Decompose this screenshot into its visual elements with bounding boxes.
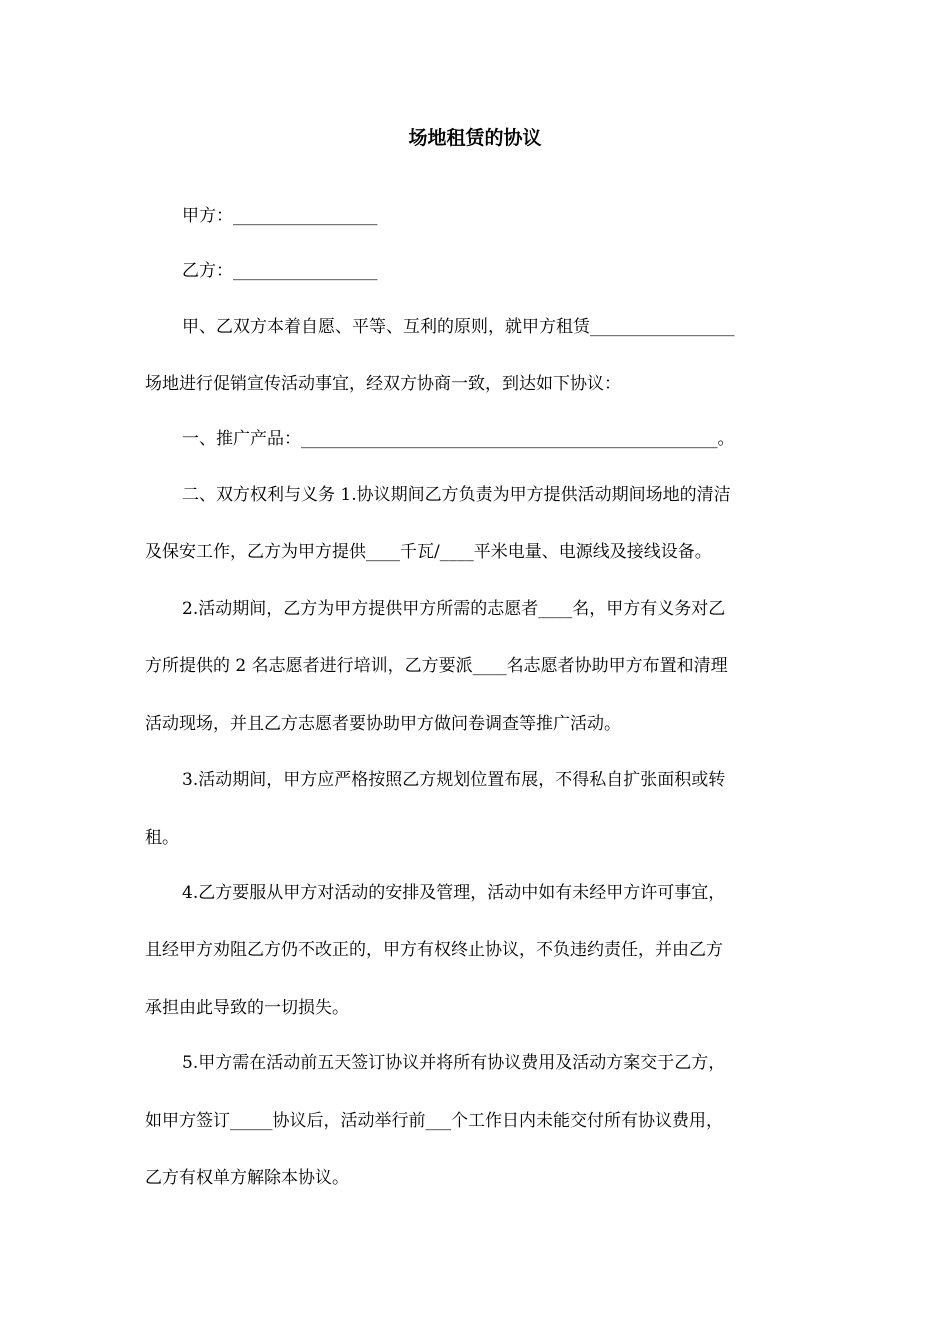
preamble-line-2: 场地进行促销宣传活动事宜，经双方协商一致，到达如下协议： <box>145 374 621 394</box>
item-5-line-1: 5.甲方需在活动前五天签订协议并将所有协议费用及活动方案交于乙方， <box>182 1053 726 1073</box>
item-4-line-2: 且经甲方劝阻乙方仍不改正的，甲方有权终止协议，不负违约责任，并由乙方 <box>145 940 723 960</box>
preamble-line-1: 甲、乙双方本着自愿、平等、互利的原则，就甲方租赁_________________ <box>182 317 735 337</box>
item-2-line-2: 方所提供的 2 名志愿者进行培训，乙方要派____名志愿者协助甲方布置和清理 <box>145 656 728 676</box>
item-3-line-1: 3.活动期间，甲方应严格按照乙方规划位置布展，不得私自扩张面积或转 <box>182 770 726 790</box>
item-2-line-1: 2.活动期间，乙方为甲方提供甲方所需的志愿者____名，甲方有义务对乙 <box>182 599 726 619</box>
item-5-line-3: 乙方有权单方解除本协议。 <box>145 1168 349 1188</box>
party-b-line: 乙方：_________________ <box>182 261 378 281</box>
item-3-line-2: 租。 <box>145 828 179 848</box>
clause-2-line-2: 及保安工作，乙方为甲方提供____千瓦/____平米电量、电源线及接线设备。 <box>145 542 712 562</box>
party-a-line: 甲方：_________________ <box>182 206 378 226</box>
item-4-line-3: 承担由此导致的一切损失。 <box>145 998 349 1018</box>
clause-2-line-1: 二、双方权利与义务 1.协议期间乙方负责为甲方提供活动期间场地的清洁 <box>182 485 731 505</box>
document-title: 场地租赁的协议 <box>408 127 542 149</box>
item-5-line-2: 如甲方签订_____协议后，活动举行前___个工作日内未能交付所有协议费用， <box>145 1111 723 1131</box>
clause-1-line: 一、推广产品：_________________________________________________。 <box>182 429 735 449</box>
item-2-line-3: 活动现场，并且乙方志愿者要协助甲方做问卷调查等推广活动。 <box>145 714 621 734</box>
item-4-line-1: 4.乙方要服从甲方对活动的安排及管理，活动中如有未经甲方许可事宜， <box>182 883 726 903</box>
